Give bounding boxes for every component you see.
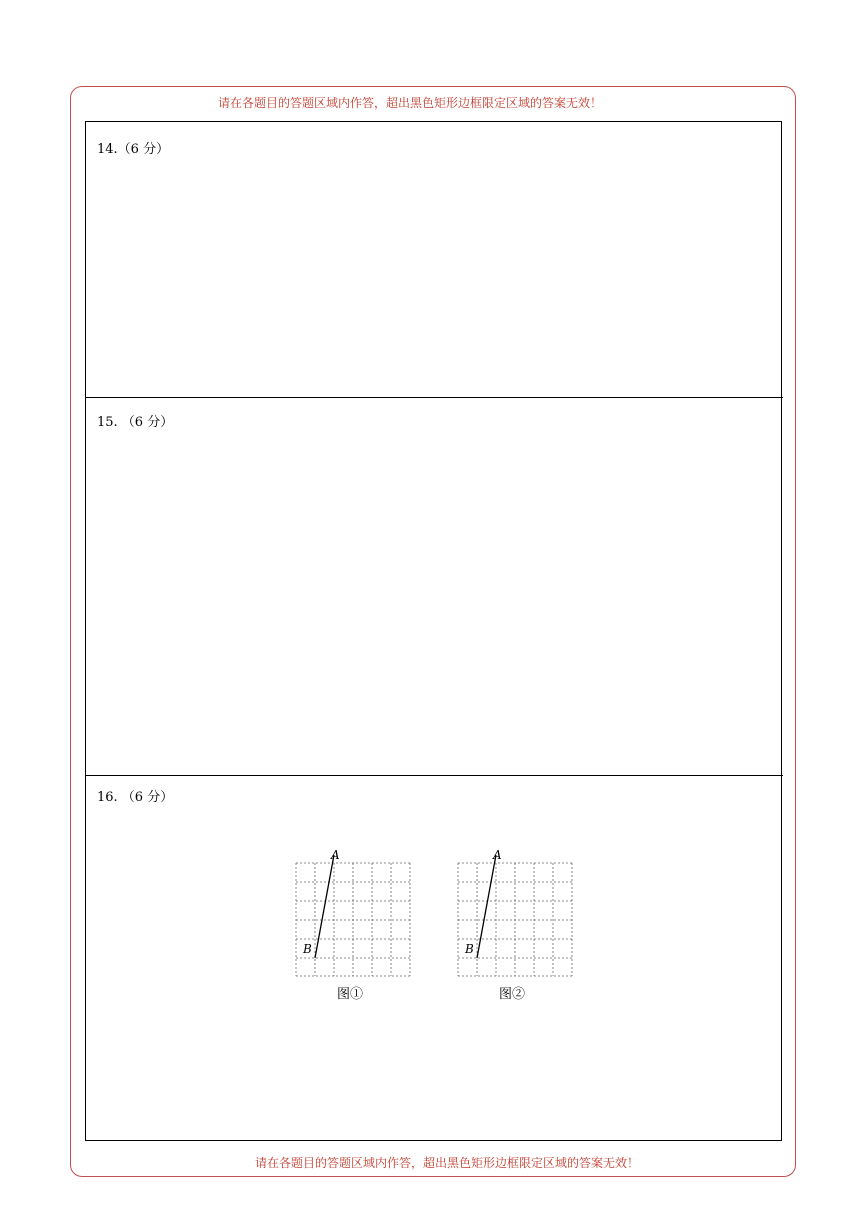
question-14-label: 14.（6 分）	[97, 142, 170, 157]
question-16-label: 16. （6 分）	[97, 790, 174, 805]
answer-area-box	[85, 121, 782, 1141]
point-b-label: B	[303, 942, 312, 956]
figure-2-caption: 图②	[499, 987, 526, 1002]
boundary-notice-top: 请在各题目的答题区域内作答，超出黑色矩形边框限定区域的答案无效！	[218, 96, 603, 110]
grid-figure-2	[448, 845, 578, 980]
question-15-label: 15. （6 分）	[97, 415, 174, 430]
section-divider-14-15	[85, 397, 783, 398]
segment-ab	[315, 855, 334, 958]
boundary-notice-bottom: 请在各题目的答题区域内作答，超出黑色矩形边框限定区域的答案无效！	[255, 1156, 640, 1170]
point-b-label: B	[465, 942, 474, 956]
segment-ab	[477, 855, 496, 958]
point-a-label: A	[493, 848, 502, 862]
grid-figure-1	[286, 845, 416, 980]
point-a-label: A	[331, 848, 340, 862]
grid-lines	[296, 863, 410, 976]
grid-lines	[458, 863, 572, 976]
figure-1-caption: 图①	[337, 987, 364, 1002]
section-divider-15-16	[85, 775, 783, 776]
